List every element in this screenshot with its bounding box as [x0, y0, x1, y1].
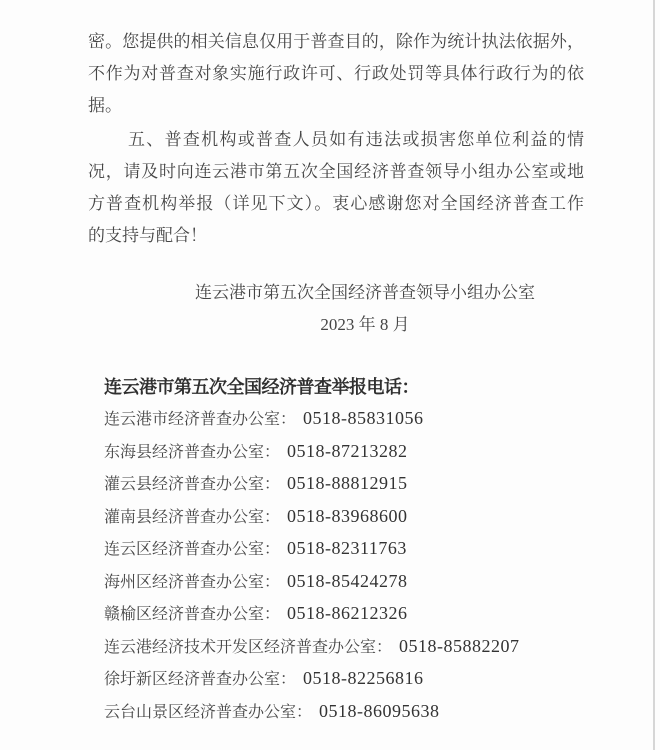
- signature-block: [70, 277, 660, 341]
- hotline-office-label: 海州区经济普查办公室：: [104, 573, 281, 591]
- hotline-phone-number: 0518-86095638: [319, 700, 440, 721]
- paragraph-privacy: [88, 26, 584, 122]
- hotline-office-label: 连云港市经济普查办公室：: [104, 411, 297, 428]
- hotline-row: [104, 597, 520, 630]
- hotline-row: [104, 402, 520, 435]
- paragraph-line: 不作为对普查对象实施行政许可、行政处罚等具体行政行为的依: [88, 64, 584, 83]
- paragraph-item-five: [88, 124, 584, 252]
- paragraph-line: 况，请及时向连云港市第五次全国经济普查领导小组办公室或地: [88, 162, 584, 181]
- hotline-row: [104, 662, 520, 695]
- signature-date: 2023 年 8 月: [320, 315, 410, 334]
- hotline-phone-number: 0518-88812915: [287, 473, 408, 493]
- hotline-office-label: 灌南县经济普查办公室：: [104, 508, 281, 526]
- hotline-heading: 连云港市第五次全国经济普查举报电话：: [104, 377, 419, 397]
- hotline-phone-number: 0518-87213282: [287, 440, 408, 461]
- hotline-phone-number: 0518-83968600: [287, 505, 408, 526]
- hotline-office-label: 灌云县经济普查办公室：: [104, 476, 281, 493]
- paragraph-line: 据。: [88, 96, 122, 115]
- hotline-row: [104, 435, 520, 468]
- hotline-office-label: 东海县经济普查办公室：: [104, 443, 281, 461]
- hotline-phone-number: 0518-82256816: [303, 668, 424, 688]
- hotline-office-label: 赣榆区经济普查办公室：: [104, 606, 281, 623]
- hotline-row: [104, 695, 520, 728]
- paragraph-line: 方普查机构举报（详见下文）。衷心感谢您对全国经济普查工作: [88, 194, 584, 213]
- hotline-row: [104, 532, 520, 565]
- hotline-phone-number: 0518-82311763: [287, 538, 407, 558]
- paragraph-line: 五、普查机构或普查人员如有违法或损害您单位利益的情: [128, 130, 584, 149]
- hotline-row: [104, 467, 520, 500]
- signature-org: 连云港市第五次全国经济普查领导小组办公室: [195, 283, 535, 302]
- paragraph-line: 的支持与配合！: [88, 226, 207, 245]
- hotline-office-label: 云台山景区经济普查办公室：: [104, 703, 313, 721]
- hotline-row: [104, 565, 520, 598]
- hotline-phone-number: 0518-86212326: [287, 603, 408, 623]
- hotline-office-label: 徐圩新区经济普查办公室：: [104, 671, 297, 688]
- hotline-phone-number: 0518-85831056: [303, 408, 424, 428]
- hotline-office-label: 连云区经济普查办公室：: [104, 541, 281, 558]
- hotline-row: [104, 500, 520, 533]
- hotline-phone-number: 0518-85882207: [399, 635, 520, 656]
- hotline-list: [104, 402, 520, 727]
- hotline-phone-number: 0518-85424278: [287, 570, 408, 591]
- paragraph-line: 密。您提供的相关信息仅用于普查目的，除作为统计执法依据外，: [88, 32, 584, 51]
- hotline-row: [104, 630, 520, 663]
- scan-page-edge-line: [653, 0, 655, 750]
- hotline-office-label: 连云港经济技术开发区经济普查办公室：: [104, 638, 393, 656]
